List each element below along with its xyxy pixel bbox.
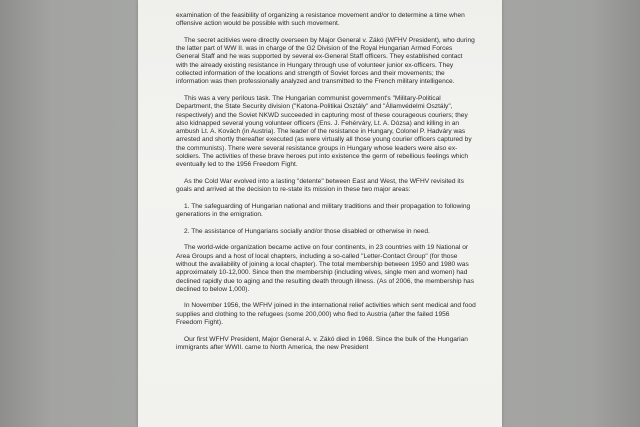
paragraph-first-president: Our first WFHV President, Major General A. v. Zákó died in 1968. Since the bulk of the Hungarian immigrants after WWII. came to North America, the new President: [176, 335, 468, 351]
paragraph-worldwide: The world-wide organization became active on four continents, in 23 countries with 19 National or Area Groups and a host of local chapters, including a so-called "Letter-Contact Group" (for those without the availability of joining a local chapter). The total membership between 1950 and 1980 was approximately 10-12,000. Since then the membership (including wives, single men and women) had declined rapidly due to aging and the resulting death through illness. (As of 2006, the membership has declined to below 1,000).: [176, 244, 475, 293]
paragraph-secret-activities: The secret acitivies were directly overseen by Major General v. Zákó (WFHV President), who during the latter part of WW II. was in charge of the G2 Division of the Royal Hungarian Armed Forces General Staff and he was supported by several ex-General Staff officers. They established contact with the already existing resistance in Hungary through use of volunteer junior ex-officers. They collected information of the locations and strength of Soviet forces and their movements; the information was then professionally analyzed and transmitted to the French military intelligence.: [176, 36, 475, 86]
list-item-2: 2. The assistance of Hungarians socially and/or those disabled or otherwise in need.: [184, 227, 430, 235]
paragraph-november-1956: In November 1956, the WFHV joined in the international relief activities which sent medical and food supplies and clothing to the refugees (some 200,000) who fled to Austria (after the failed 1956 Freedom Fight).: [176, 302, 476, 326]
document-body: [176, 12, 476, 360]
paragraph-intro: examination of the feasibility of organizing a resistance movement and/or to determine a time when offensive action would be possible with such movement.: [176, 12, 465, 28]
list-item-1: 1. The safeguarding of Hungarian national and military traditions and their propagation to following generations in the emigration.: [176, 202, 471, 219]
paragraph-cold-war: As the Cold War evolved into a lasting "detente" between East and West, the WFHV revisited its goals and arrived at the decision to re-state its mission in these two major areas:: [176, 177, 464, 194]
paper-sheet: [138, 0, 502, 427]
paragraph-perilous-task: This was a very perilous task. The Hungarian communist government's "Military-Political Department, the State Security division ("Katona-Politikai Osztály" and "Államvédelmi Osztály", respectively) and the Soviet NKWD succeeded in capturing most of these courageous couriers; they also kidnapped several young volunteer officers (Ens. J. Fehérváry, Lt. A. Dózsa) and killing in an ambush Lt. A. Kovách (in Austria). The leader of the resistance in Hungary, Colonel P. Hadváry was arrested and shortly thereafter executed (as were virtually all those young courier officers captured by the communists). There were several resistance groups in Hungary whose leaders were also ex-soldiers. The activities of these brave heroes put into existence the germ of rebellious feelings which eventually led to the 1956 Freedom Fight.: [176, 94, 472, 169]
